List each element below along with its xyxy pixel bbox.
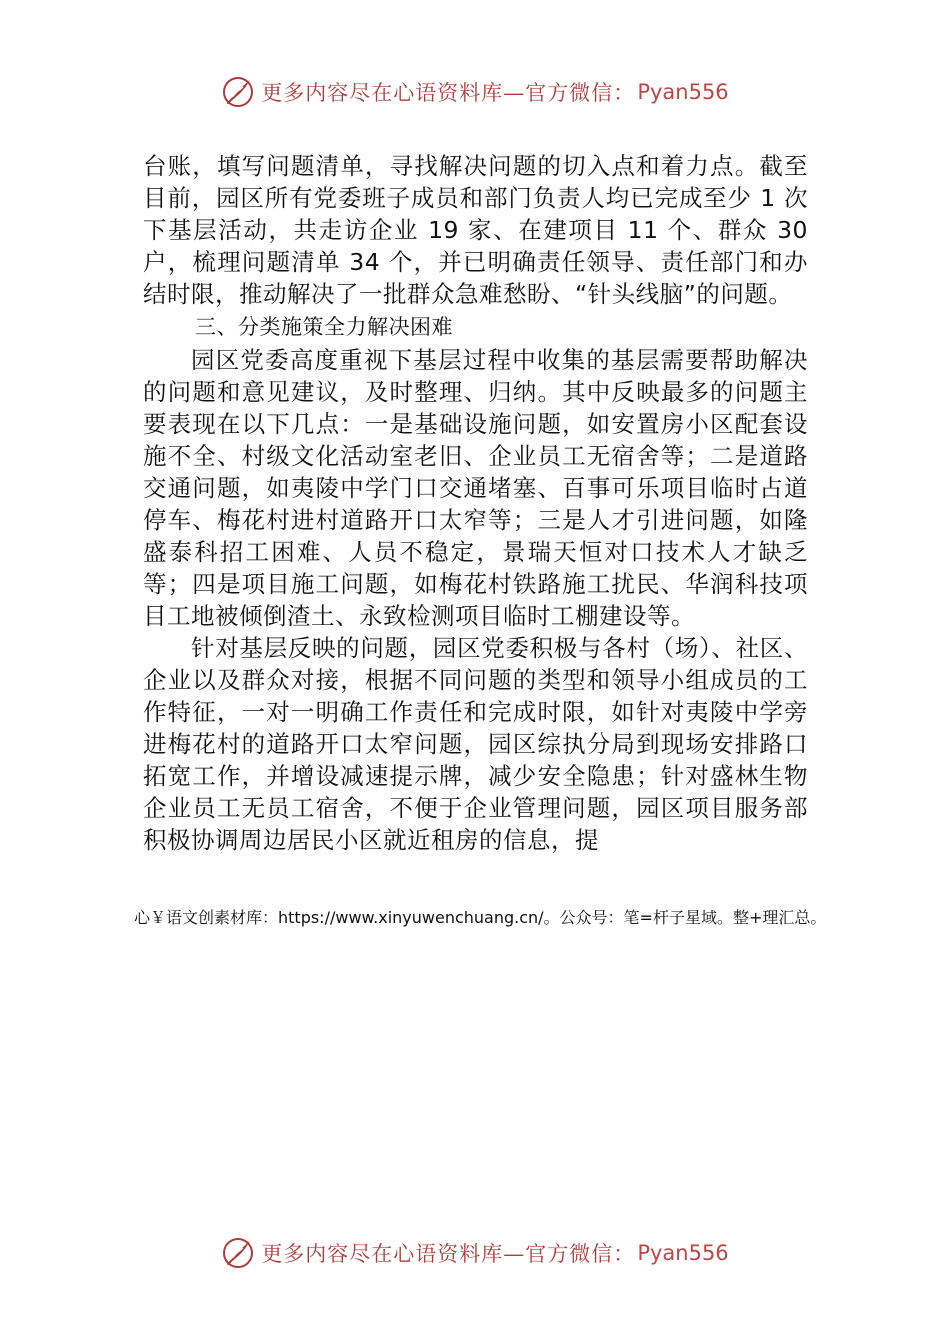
banner-text: 更多内容尽在心语资料库—官方微信： (261, 81, 636, 105)
banner-handle: Pyan556 (637, 1241, 729, 1265)
paragraph-solutions: 针对基层反映的问题，园区党委积极与各村（场）、社区、企业以及群众对接，根据不同问题的类型和领导小组成员的工作特征，一对一明确工作责任和完成时限，如针对夷陵中学旁进梅花村的道路开口太窄问题，园区综执分局到现场安排路口拓宽工作，并增设减速提示牌，减少安全隐患；针对盛林生物企业员工无员工宿舍，不便于企业管理问题，园区项目服务部积极协调周边居民小区就近租房的信息，提 (143, 634, 808, 854)
paragraph-continued: 台账，填写问题清单，寻找解决问题的切入点和着力点。截至目前，园区所有党委班子成员和部门负责人均已完成至少 1 次下基层活动，共走访企业 19 家、在建项目 11 个、群众 30 户，梳理问题清单 34 个，并已明确责任领导、责任部门和办结时限，推动解决了一批群众急难愁盼、“针头线脑”的问题。 (143, 152, 808, 308)
document-body (143, 150, 808, 856)
quill-pen-logo-icon (221, 75, 255, 109)
quill-pen-logo-icon (221, 1236, 255, 1270)
banner-text: 更多内容尽在心语资料库—官方微信： (261, 1242, 636, 1266)
paragraph-problems: 园区党委高度重视下基层过程中收集的基层需要帮助解决的问题和意见建议，及时整理、归纳。其中反映最多的问题主要表现在以下几点：一是基础设施问题，如安置房小区配套设施不全、村级文化活动室老旧、企业员工无宿舍等；二是道路交通问题，如夷陵中学门口交通堵塞、百事可乐项目临时占道停车、梅花村进村道路开口太窄等；三是人才引进问题，如隆盛泰科招工困难、人员不稳定，景瑞天恒对口技术人才缺乏等；四是项目施工问题，如梅花村铁路施工扰民、华润科技项目工地被倾倒渣土、永致检测项目临时工棚建设等。 (143, 346, 808, 630)
banner-handle: Pyan556 (637, 80, 729, 104)
footer-banner (0, 1233, 950, 1273)
section-heading-3: 三、分类施策全力解决困难 (195, 315, 453, 339)
header-banner (0, 72, 950, 112)
source-footnote: 心￥语文创素材库：https://www.xinyuwenchuang.cn/。公众号：笔=杆子星域。整+理汇总。 (134, 908, 827, 927)
